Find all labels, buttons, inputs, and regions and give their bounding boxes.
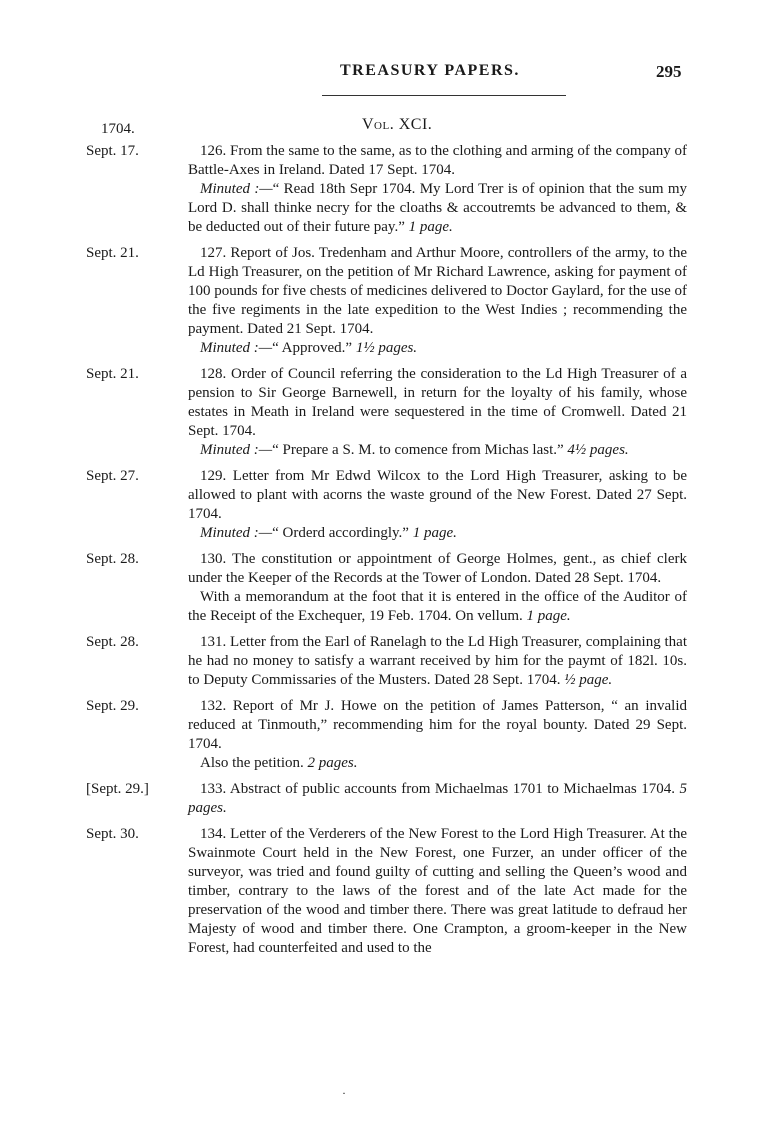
- entry-date: Sept. 27.: [86, 468, 139, 484]
- entry-main-text: 134. Letter of the Verderers of the New Forest to the Lord High Treasurer. At the Swainmote Court held in the New Forest, one Furzer, an under officer of the surveyor, was tried and found guilty of cutting and selling the Queen’s wood and timber, contrary to the laws of the forest and of the late Act made for the preservation of the wood and timber there. There was great latitude to defraud her Majesty of wood and timber there. One Crampton, a groom-keeper in the New Forest, had counterfeited and used to the: [188, 826, 687, 956]
- entry-text: [188, 365, 687, 441]
- entry-note: [188, 754, 687, 773]
- entry-7: [0, 780, 768, 818]
- entry-date: [Sept. 29.]: [86, 781, 149, 797]
- minuted-label: Minuted :—: [200, 442, 273, 458]
- entry-4: [0, 550, 768, 626]
- entry-0: [0, 142, 768, 237]
- entry-list: [0, 142, 768, 965]
- entry-2: [0, 365, 768, 460]
- entry-text: [188, 780, 687, 818]
- entry-note: [188, 588, 687, 626]
- entry-body: [188, 244, 687, 358]
- entry-date: Sept. 17.: [86, 143, 139, 159]
- entry-5: [0, 633, 768, 690]
- entry-pages: 4½ pages.: [567, 442, 629, 458]
- entry-minuted: [188, 180, 687, 237]
- entry-pages: 1½ pages.: [355, 340, 418, 356]
- entry-pages: 1 page.: [412, 525, 457, 541]
- minuted-label: Minuted :—: [200, 525, 273, 541]
- minuted-text: “ Read 18th Sepr 1704. My Lord Trer is of opinion that the sum my Lord D. shall thinke necry for the cloaths & accoutremts be advanced to them, & be deducted out of their future pay.”: [188, 181, 687, 235]
- running-head: TREASURY PAPERS.: [340, 62, 520, 79]
- entry-text: [188, 697, 687, 754]
- page-number: 295: [656, 62, 682, 81]
- footer-mark: ·: [342, 1086, 346, 1100]
- minuted-label: Minuted :—: [200, 340, 273, 356]
- entry-main-text: 130. The constitution or appointment of George Holmes, gent., as chief clerk under the Keeper of the Records at the Tower of London. Dated 28 Sept. 1704.: [188, 551, 687, 586]
- entry-text: [188, 142, 687, 180]
- minuted-label: Minuted :—: [200, 181, 273, 197]
- entry-pages: 2 pages.: [307, 755, 358, 771]
- entry-text: [188, 244, 687, 339]
- entry-body: [188, 550, 687, 626]
- entry-minuted: [188, 524, 687, 543]
- entry-date: Sept. 21.: [86, 245, 139, 261]
- entry-main-text: 132. Report of Mr J. Howe on the petition of James Patterson, “ an invalid reduced at Tinmouth,” recommending him for the royal bounty. Dated 29 Sept. 1704.: [188, 698, 687, 752]
- entry-text: [188, 467, 687, 524]
- entry-date: Sept. 30.: [86, 826, 139, 842]
- entry-main-text: 133. Abstract of public accounts from Michaelmas 1701 to Michaelmas 1704.: [200, 781, 675, 797]
- minuted-text: “ Prepare a S. M. to comence from Michas last.”: [272, 442, 564, 458]
- entry-minuted: [188, 339, 687, 358]
- minuted-text: “ Orderd accordingly.”: [272, 525, 409, 541]
- entry-date: Sept. 21.: [86, 366, 139, 382]
- entry-body: [188, 697, 687, 773]
- entry-6: [0, 697, 768, 773]
- entry-8: [0, 825, 768, 958]
- entry-main-text: 129. Letter from Mr Edwd Wilcox to the Lord High Treasurer, asking to be allowed to plant with acorns the waste ground of the New Forest. Dated 27 Sept. 1704.: [188, 468, 687, 522]
- entry-1: [0, 244, 768, 358]
- entry-main-text: 126. From the same to the same, as to the clothing and arming of the company of Battle-Axes in Ireland. Dated 17 Sept. 1704.: [188, 143, 687, 178]
- minuted-text: “ Approved.”: [272, 340, 353, 356]
- entry-main-text: 131. Letter from the Earl of Ranelagh to the Ld High Treasurer, complaining that he had no money to satisfy a warrant received by him for the paymt of 182l. 10s. to Deputy Commissaries of the Musters. Dated 28 Sept. 1704.: [188, 634, 687, 688]
- entry-date: Sept. 29.: [86, 698, 139, 714]
- entry-body: [188, 365, 687, 460]
- entry-body: [188, 142, 687, 237]
- entry-body: [188, 780, 687, 818]
- entry-pages: 1 page.: [408, 219, 453, 235]
- entry-pages: 1 page.: [526, 608, 571, 624]
- header-rule: [322, 95, 566, 96]
- volume-heading: Vol. XCI.: [362, 116, 433, 133]
- entry-main-text: 127. Report of Jos. Tredenham and Arthur Moore, controllers of the army, to the Ld High Treasurer, on the petition of Mr Richard Lawrence, asking for payment of 100 pounds for five chests of medicines delivered to Doctor Gaylard, for the use of the five regiments in the late expedition to the West Indies ; recommending the payment. Dated 21 Sept. 1704.: [188, 245, 687, 337]
- entry-3: [0, 467, 768, 543]
- margin-year: 1704.: [101, 121, 135, 137]
- entry-pages: ½ page.: [564, 672, 613, 688]
- entry-pages: 5 pages.: [188, 781, 687, 816]
- entry-date: Sept. 28.: [86, 634, 139, 650]
- entry-note-text: Also the petition.: [200, 755, 304, 771]
- entry-minuted: [188, 441, 687, 460]
- entry-body: [188, 633, 687, 690]
- entry-text: [188, 633, 687, 690]
- entry-text: [188, 825, 687, 958]
- entry-main-text: 128. Order of Council referring the consideration to the Ld High Treasurer of a pension to Sir George Barnewell, in return for the loyalty of his family, whose estates in Meath in Ireland were sequestered in the time of Cromwell. Dated 21 Sept. 1704.: [188, 366, 687, 439]
- entry-text: [188, 550, 687, 588]
- entry-note-text: With a memorandum at the foot that it is entered in the office of the Auditor of the Receipt of the Exchequer, 19 Feb. 1704. On vellum.: [188, 589, 687, 624]
- entry-date: Sept. 28.: [86, 551, 139, 567]
- entry-body: [188, 467, 687, 543]
- entry-body: [188, 825, 687, 958]
- page-header: [0, 62, 768, 86]
